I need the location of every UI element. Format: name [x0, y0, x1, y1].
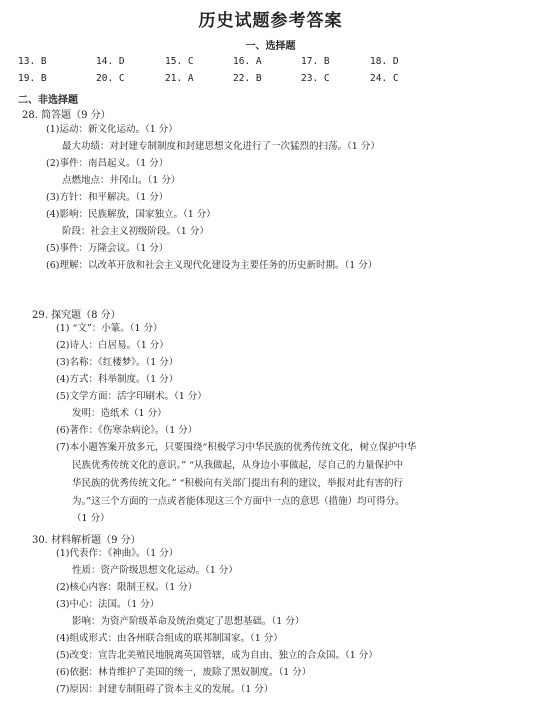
q30-heading: 30. 材料解析题（9 分） — [32, 535, 141, 546]
q28-line: (1)运动：新文化运动。（1 分） — [46, 124, 178, 135]
mc-answer: 15. C — [165, 56, 194, 67]
mc-answer: 14. D — [96, 56, 125, 67]
q29-line: 民族优秀传统文化的意识。” “从我做起，从身边小事做起，尽自己的力量保护中 — [72, 460, 403, 471]
q29-line: 为。”这三个方面的一点或者能体现这三个方面中一点的意思（措施）均可得分。 — [72, 496, 405, 507]
q28-line: 阶段：社会主义初级阶段。（1 分） — [62, 226, 209, 237]
q28-line: (4)影响：民族解放，国家独立。（1 分） — [46, 209, 216, 220]
mc-answer: 24. C — [370, 73, 399, 84]
q28-heading: 28. 简答题（9 分） — [22, 110, 111, 121]
q28-line: (5)事件：万隆会议。（1 分） — [46, 243, 169, 254]
q30-line: (5)改变：宣告北美殖民地脱离英国管辖，成为自由、独立的合众国。（1 分） — [56, 650, 378, 661]
mc-answer: 19. B — [18, 73, 47, 84]
q29-line: (5)文学方面：活字印刷术。（1 分） — [56, 391, 207, 402]
q30-line: 影响：为资产阶级革命及统治奠定了思想基础。（1 分） — [72, 616, 305, 627]
q29-line: （1 分） — [72, 513, 110, 524]
section-non-choice-heading: 二、非选择题 — [18, 95, 78, 106]
q29-line: (2)诗人：白居易。（1 分） — [56, 340, 169, 351]
q29-line: 发明：造纸术（1 分） — [72, 408, 167, 419]
q29-line: (7)本小题答案开放多元，只要围绕“积极学习中华民族的优秀传统文化，树立保护中华 — [56, 442, 417, 453]
q30-line: (6)依据：林肯维护了美国的统一，废除了黑奴制度。（1 分） — [56, 667, 312, 678]
mc-answer: 18. D — [370, 56, 399, 67]
q29-line: (1) “文”：小篆。（1 分） — [56, 323, 163, 334]
q29-line: (3)名称：《红楼梦》。（1 分） — [56, 357, 179, 368]
q28-line: (3)方针：和平解决。（1 分） — [46, 192, 169, 203]
mc-answer: 16. A — [233, 56, 262, 67]
q29-line: (4)方式：科举制度。（1 分） — [56, 374, 179, 385]
q30-line: (3)中心：法国。（1 分） — [56, 599, 160, 610]
q29-line: 华民族的优秀传统文化。” “积极向有关部门提出有利的建议，举报对此有害的行 — [72, 478, 403, 489]
q28-line: (2)事件：南昌起义。（1 分） — [46, 158, 169, 169]
mc-answer: 21. A — [165, 73, 194, 84]
q29-heading: 29. 探究题（8 分） — [32, 310, 121, 321]
q30-line: (1)代表作：《神曲》。（1 分） — [56, 548, 179, 559]
mc-answer: 13. B — [18, 56, 47, 67]
q28-line: (6)理解：以改革开放和社会主义现代化建设为主要任务的历史新时期。（1 分） — [46, 260, 378, 271]
page-title: 历史试题参考答案 — [198, 11, 343, 31]
q30-line: 性质：资产阶级思想文化运动。（1 分） — [72, 565, 238, 576]
q30-line: (4)组成形式：由各州联合组成的联邦制国家。（1 分） — [56, 633, 283, 644]
section-multiple-choice-heading: 一、选择题 — [245, 41, 296, 52]
mc-answer: 22. B — [233, 73, 262, 84]
q28-line: 点燃地点：井冈山。（1 分） — [62, 175, 181, 186]
q29-line: (6)著作：《伤寒杂病论》。（1 分） — [56, 425, 198, 436]
q30-line: (2)核心内容：限制王权。（1 分） — [56, 582, 198, 593]
mc-answer: 23. C — [301, 73, 330, 84]
q30-line: (7)原因：封建专制阻碍了资本主义的发展。（1 分） — [56, 684, 274, 695]
mc-answer: 17. B — [301, 56, 330, 67]
mc-answer: 20. C — [96, 73, 125, 84]
q28-line: 最大功绩：对封建专制制度和封建思想文化进行了一次猛烈的扫荡。（1 分） — [62, 141, 380, 152]
